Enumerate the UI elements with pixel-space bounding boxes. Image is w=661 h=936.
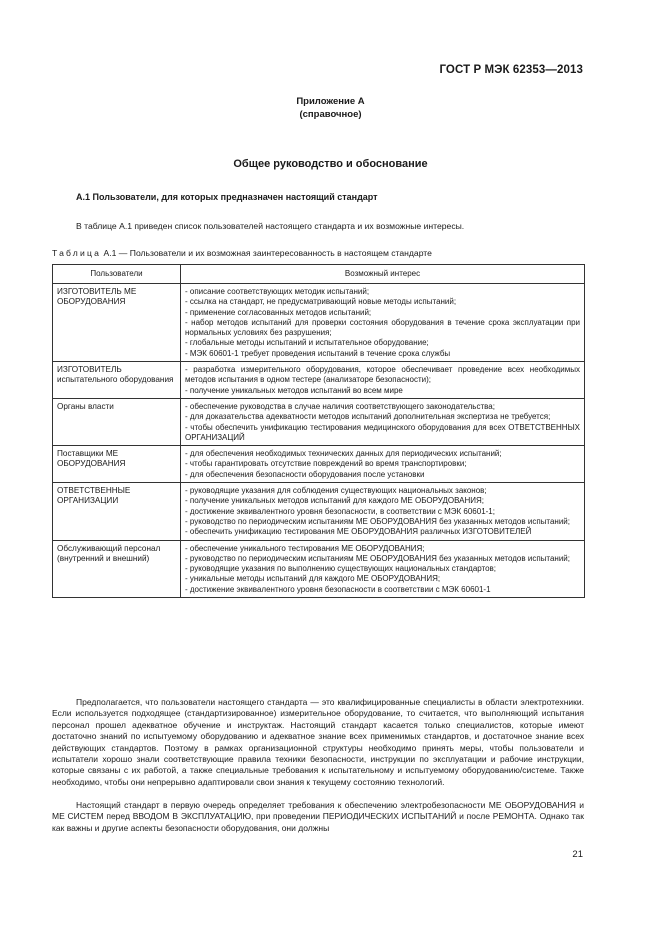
table-body <box>53 284 585 598</box>
user-cell: Органы власти <box>53 398 181 445</box>
interest-item: - описание соответствующих методик испытаний; <box>185 287 370 296</box>
table-caption <box>52 248 432 258</box>
interest-list <box>185 365 580 396</box>
interest-item: - достижение эквивалентного уровня безопасности в соответствии с МЭК 60601-1 <box>185 584 491 594</box>
table-row <box>53 540 585 597</box>
interest-item: - для доказательства адекватности методов испытаний дополнительная экспертиза не требуется; <box>185 412 551 422</box>
column-header-users: Пользователи <box>53 265 181 284</box>
interest-list <box>185 287 580 359</box>
table-header-row <box>53 265 585 284</box>
interest-list <box>185 402 580 443</box>
page-title: Общее руководство и обоснование <box>233 158 428 170</box>
interest-cell <box>181 398 585 445</box>
table-row <box>53 284 585 362</box>
interest-item: - разработка измерительного оборудования, которое обеспечивает проведение всех необходимых методов испытания в одном тестере (анализаторе безопасности); <box>185 365 580 385</box>
interest-item: - достижение эквивалентного уровня безопасности, в соответствии с МЭК 60601-1; <box>185 506 495 516</box>
paragraph-scope: Настоящий стандарт в первую очередь определяет требования к обеспечению электробезопасности МЕ ОБОРУДОВАНИЯ и МЕ СИСТЕМ перед ВВОДОМ В ЭКСПЛУАТАЦИЮ, при проведении ПЕРИОДИЧЕСКИХ ИСПЫТАНИЙ и после РЕМОНТА. Однако так как важны и другие аспекты безопасности оборудования, они должны <box>52 800 584 833</box>
interest-item: - МЭК 60601-1 требует проведения испытаний в течение срока службы <box>185 348 451 358</box>
interest-item: - обеспечить унификацию тестирования МЕ ОБОРУДОВАНИЯ различных ИЗГОТОВИТЕЛЕЙ <box>185 527 532 537</box>
interest-item: - чтобы обеспечить унификацию тестирования медицинского оборудования для всех ОТВЕТСТВЕННЫХ ОРГАНИЗАЦИЙ <box>185 422 580 442</box>
interest-item: - ссылка на стандарт, не предусматривающий новые методы испытаний; <box>185 297 457 307</box>
interest-item: - руководящие указания для соблюдения существующих национальных законов; <box>185 486 487 496</box>
page-number: 21 <box>572 849 583 860</box>
interest-item: - руководство по периодическим испытаниям МЕ ОБОРУДОВАНИЯ без указанных методов испытаний; <box>185 553 570 563</box>
interest-item: - глобальные методы испытаний и испытательное оборудование; <box>185 338 429 348</box>
interest-item: - чтобы гарантировать отсутствие повреждений во время транспортировки; <box>185 459 467 469</box>
interest-item: - обеспечение руководства в случае наличия соответствующего законодательства; <box>185 401 495 411</box>
interest-item: - получение уникальных методов испытаний во всем мире <box>185 385 403 395</box>
interest-cell <box>181 284 585 362</box>
table-row <box>53 446 585 483</box>
standard-designation: ГОСТ Р МЭК 62353—2013 <box>439 64 583 76</box>
intro-text: В таблице А.1 приведен список пользователей настоящего стандарта и их возможные интересы. <box>76 221 465 231</box>
interest-cell <box>181 540 585 597</box>
column-header-interest: Возможный интерес <box>181 265 585 284</box>
interest-item: - получение уникальных методов испытаний для каждого МЕ ОБОРУДОВАНИЯ; <box>185 496 485 506</box>
interest-item: - обеспечение уникального тестирования МЕ ОБОРУДОВАНИЯ; <box>185 543 425 553</box>
user-cell: ИЗГОТОВИТЕЛЬ испытательного оборудования <box>53 362 181 399</box>
interest-item: - для обеспечения необходимых технических данных для периодических испытаний; <box>185 449 502 459</box>
interest-item: - уникальные методы испытаний для каждого МЕ ОБОРУДОВАНИЯ; <box>185 574 441 584</box>
paragraph-users-qualification: Предполагается, что пользователи настоящего стандарта — это квалифицированные специалисты в области электротехники. Если используется подходящее (стандартизированное) измерительное оборудование, то считается, что выполняющий испытания персонал прошел адекватное обучение и инструктаж. Настоящий стандарт касается только специалистов, которые имеют достаточно знаний по испытуемому оборудованию и адекватное знание всех применимых стандартов, и достаточное знание всех действующих стандартов. Поэтому в рамках организационной структуры необходимо принять меры, чтобы пользователи и испытатели хорошо знали соответствующие правила техники безопасности, инструкции по эксплуатации и рабочие инструкции, которые связаны с их работой, а также специальные требования к испытательному и испытуемому оборудованию/системе. Также необходимо, чтобы они непрерывно адаптировали свои знания к текущему состоянию технологий. <box>52 697 584 787</box>
interest-item: - применение согласованных методов испытаний; <box>185 307 372 317</box>
interest-item: - для обеспечения безопасности оборудования после установки <box>185 469 425 479</box>
interest-item: - руководство по периодическим испытаниям МЕ ОБОРУДОВАНИЯ без указанных методов испытаний; <box>185 516 570 526</box>
interest-list <box>185 449 580 480</box>
interest-item: - набор методов испытаний для проверки состояния оборудования в течение срока эксплуатации при нормальных условиях без разрушения; <box>185 317 580 338</box>
user-cell: Поставщики МЕ ОБОРУДОВАНИЯ <box>53 446 181 483</box>
table-row <box>53 362 585 399</box>
interest-cell <box>181 483 585 540</box>
appendix-subtitle: (справочное) <box>299 109 362 120</box>
interest-cell <box>181 446 585 483</box>
interest-list <box>185 544 580 595</box>
user-cell: ИЗГОТОВИТЕЛЬ МЕ ОБОРУДОВАНИЯ <box>53 284 181 362</box>
user-cell: Обслуживающий персонал (внутренний и внешний) <box>53 540 181 597</box>
section-heading: А.1 Пользователи, для которых предназначен настоящий стандарт <box>76 192 378 202</box>
table-row <box>53 398 585 445</box>
users-interest-table <box>52 264 585 598</box>
user-cell: ОТВЕТСТВЕННЫЕ ОРГАНИЗАЦИИ <box>53 483 181 540</box>
interest-cell <box>181 362 585 399</box>
interest-list <box>185 486 580 537</box>
table-row <box>53 483 585 540</box>
interest-item: - руководящие указания по выполнению существующих национальных стандартов; <box>185 564 497 574</box>
table-caption-prefix: Таблица <box>52 248 102 258</box>
appendix-title: Приложение А <box>296 96 365 107</box>
table-caption-text: А.1 — Пользователи и их возможная заинтересованность в настоящем стандарте <box>101 248 432 258</box>
